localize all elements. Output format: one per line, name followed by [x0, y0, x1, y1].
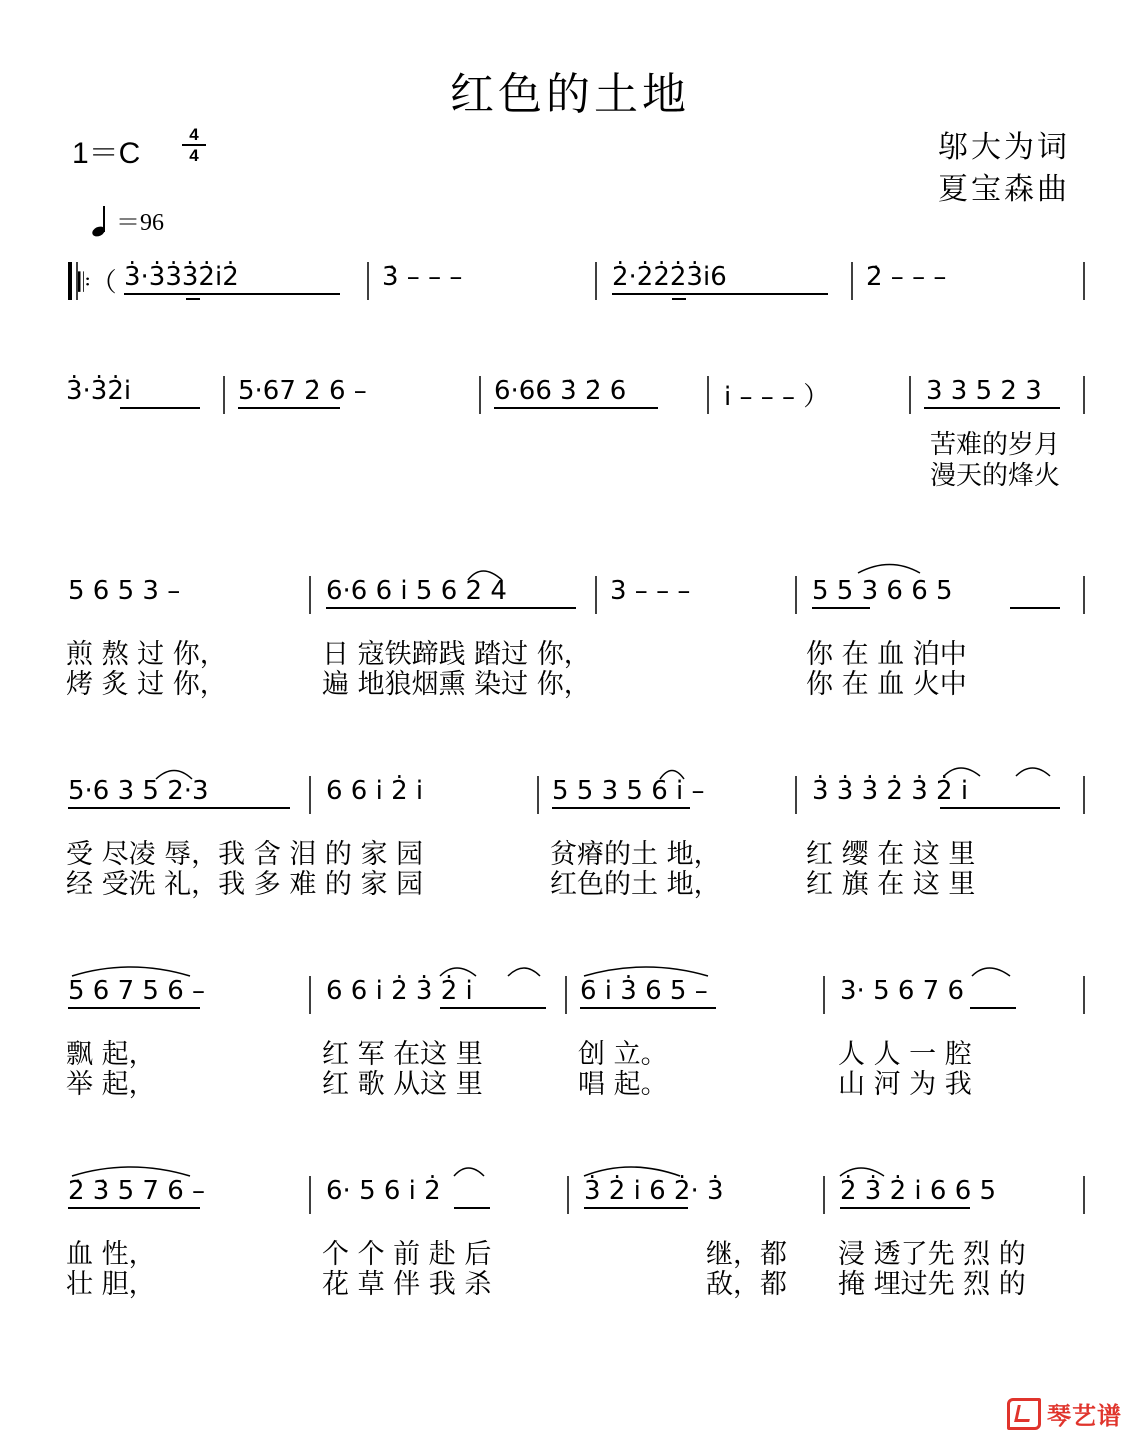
measure: 6 6 i̇ 2̇ 3̇ 2̇ i̇	[326, 976, 473, 1006]
measure: 3 – – –	[610, 576, 691, 606]
measure: i̇ – – – ）	[724, 382, 830, 412]
measure: 6·6 6 i̇ 5 6 2 4	[326, 576, 507, 606]
intro-lyrics	[880, 430, 1060, 492]
time-signature-top: 4	[189, 125, 199, 144]
lyric-line: 红 军 在这 里	[322, 1039, 483, 1070]
lyric-line: 掩 埋过先 烈 的	[838, 1269, 1026, 1300]
measure: 3̇ 2̇ i̇ 6 2̇· 3̇	[584, 1176, 724, 1206]
logo-icon	[1007, 1398, 1041, 1430]
measure: 3̇ – – –	[382, 262, 463, 292]
song-title: 红色的土地	[450, 69, 690, 120]
lyric-line: 飘 起，	[66, 1039, 156, 1070]
measure: 3̇ 3̇ 3̇ 2̇ 3̇ 2̇ i̇	[812, 776, 969, 806]
lyric-line: 红 缨 在 这 里	[806, 839, 976, 870]
lyric-line: 苦难的岁月	[929, 430, 1060, 460]
measure: 5 6 5 3 –	[68, 576, 181, 606]
lyric-line: 贫瘠的土 地，	[550, 839, 721, 870]
measure: 5 5 3 6 6 5	[812, 576, 953, 606]
measure: 3· 5 6 7 6	[840, 976, 965, 1006]
lyric-line: 人 人 一 腔	[838, 1039, 972, 1070]
lyric-line: 红 歌 从这 里	[322, 1069, 483, 1100]
tempo-value: ＝96	[116, 210, 164, 236]
lyric-line: 烤 炙 过 你，	[66, 669, 227, 700]
measure: 3̇·3̇2̇i̇	[66, 376, 132, 406]
measure: 2̇·2̇2̇2̇3̇i̇6	[612, 262, 727, 292]
lyric-line: 花 草 伴 我 杀	[322, 1269, 492, 1300]
watermark-text: 琴艺谱	[1047, 1402, 1122, 1430]
lyric-line: 红 旗 在 这 里	[806, 869, 976, 900]
measure: 2̇ 3̇ 5 7 6 –	[68, 1176, 206, 1206]
measure: 5·67 2̇ 6 –	[238, 376, 367, 406]
key-signature: 1＝C	[72, 137, 141, 170]
measure: 5·6 3 5 2·3	[68, 776, 209, 806]
lyric-line: 山 河 为 我	[838, 1069, 972, 1100]
lyric-line: 血 性，	[66, 1239, 156, 1270]
lyric-line: 个 个 前 赴 后	[322, 1239, 492, 1270]
measure: 5 6 7 5 6 –	[68, 976, 206, 1006]
lyric-line: 受 尽凌 辱，我 含 泪 的 家 园	[66, 839, 424, 870]
lyric-line: 红色的土 地，	[550, 869, 721, 900]
measure: 3̇·3̇3̇3̇2̇i̇2̇	[124, 262, 239, 292]
measure: 6·66 3̇ 2̇ 6	[494, 376, 627, 406]
measure: 3 3 5 2 3	[926, 376, 1042, 406]
watermark-logo	[1007, 1396, 1122, 1431]
repeat-open: 𝄆（	[78, 268, 117, 298]
measure: 5 5 3 5 6 i̇ –	[552, 776, 705, 806]
lyric-line: 经 受洗 礼，我 多 难 的 家 园	[66, 869, 424, 900]
composer-credit: 夏宝森曲	[938, 172, 1070, 207]
lyric-line: 举 起，	[66, 1069, 156, 1100]
measure: 6 6 i̇ 2̇ i̇	[326, 776, 424, 806]
measure: 2̇ – – –	[866, 262, 947, 292]
lyric-line: 继，都	[706, 1239, 787, 1270]
measure: 2̇ 3̇ 2̇ i̇ 6 6 5	[840, 1176, 997, 1206]
time-signature-bottom: 4	[189, 146, 199, 165]
lyric-line: 唱 起。	[578, 1069, 668, 1100]
lyric-line: 你 在 血 火中	[806, 669, 967, 700]
lyricist-credit: 邬大为词	[938, 130, 1070, 165]
measure: 6 i̇ 3̇ 6 5 –	[580, 976, 708, 1006]
lyric-line: 壮 胆，	[66, 1269, 156, 1300]
lyric-line: 漫天的烽火	[929, 461, 1060, 491]
lyric-line: 煎 熬 过 你，	[66, 639, 227, 670]
lyric-line: 浸 透了先 烈 的	[838, 1239, 1026, 1270]
measure: 6· 5 6 i̇ 2̇	[326, 1176, 441, 1206]
lyric-line: 日 寇铁蹄践 踏过 你，	[322, 639, 591, 670]
lyric-line: 敌，都	[706, 1269, 787, 1300]
lyric-line: 你 在 血 泊中	[806, 639, 967, 670]
lyric-line: 遍 地狼烟熏 染过 你，	[322, 669, 591, 700]
lyric-line: 创 立。	[578, 1039, 668, 1070]
